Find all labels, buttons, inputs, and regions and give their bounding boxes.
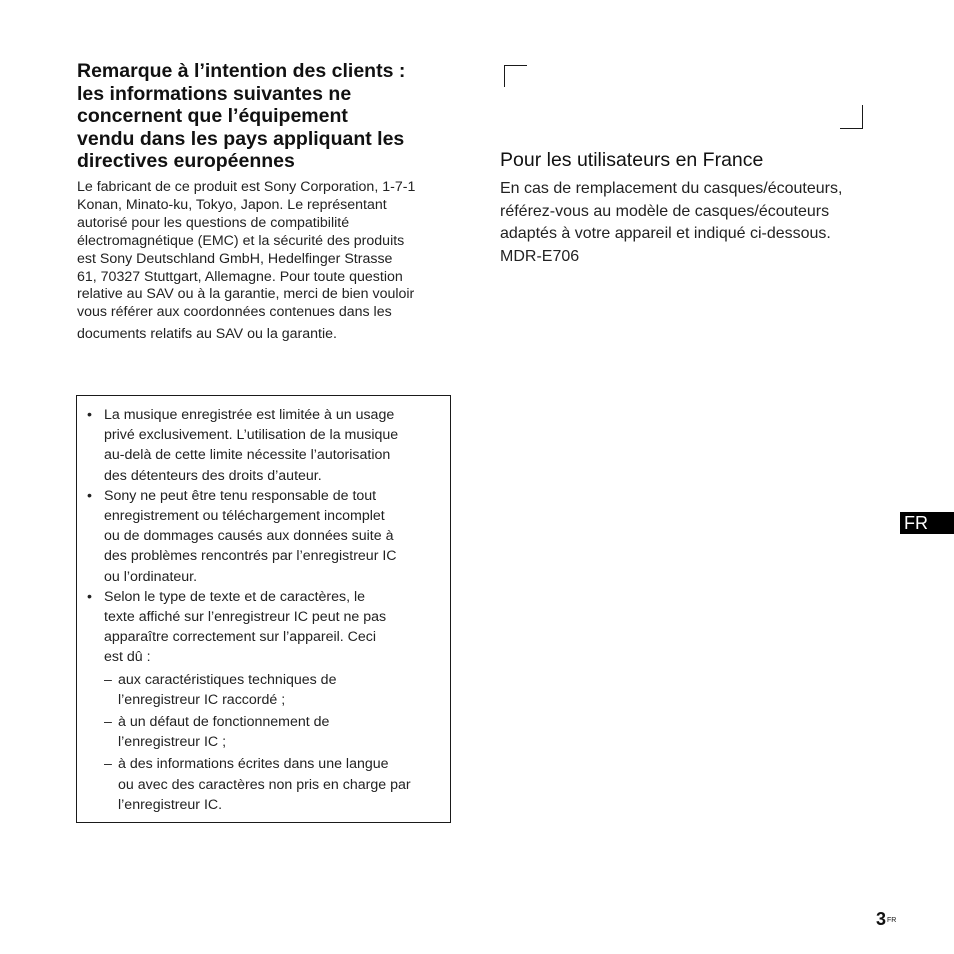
- bullet-line: texte affiché sur l’enregistreur IC peut ne pas: [104, 609, 387, 626]
- sub-item-line: aux caractéristiques techniques de: [118, 671, 337, 688]
- sub-item-line: à des informations écrites dans une langue: [118, 756, 389, 773]
- bullet-icon: •: [87, 407, 92, 423]
- dash-icon: –: [104, 714, 112, 731]
- paragraph-line: électromagnétique (EMC) et la sécurité des produits: [77, 232, 405, 249]
- bullet-line: enregistrement ou téléchargement incomplet: [104, 508, 385, 525]
- dash-icon: –: [104, 756, 112, 773]
- page-number: [876, 908, 896, 930]
- sub-item-line: à un défaut de fonctionnement de: [118, 714, 330, 731]
- bullet-line: des problèmes rencontrés par l’enregistreur IC: [104, 548, 397, 565]
- sub-item-line: ou avec des caractères non pris en charge par: [118, 776, 411, 793]
- heading-line: vendu dans les pays appliquant les: [77, 127, 405, 150]
- section-heading: [77, 60, 457, 173]
- page-number-suffix: FR: [887, 917, 897, 924]
- bullet-line: des détenteurs des droits d’auteur.: [104, 467, 322, 484]
- notice-sub-item: [87, 754, 442, 815]
- notice-sub-item: [87, 712, 442, 752]
- heading-line: concernent que l’équipement: [77, 105, 348, 128]
- paragraph-line: vous référer aux coordonnées contenues dans les: [77, 304, 392, 321]
- crop-mark-bottom-right-horizontal: [840, 128, 863, 129]
- paragraph-line: autorisé pour les questions de compatibilité: [77, 214, 350, 231]
- paragraph-line: relative au SAV ou à la garantie, merci de bien vouloir: [77, 286, 415, 303]
- bullet-icon: •: [87, 487, 92, 504]
- bullet-line: privé exclusivement. L’utilisation de la musique: [104, 427, 399, 444]
- paragraph-line: documents relatifs au SAV ou la garantie.: [77, 326, 337, 343]
- language-tab: FR: [900, 512, 954, 534]
- paragraph-line: Konan, Minato-ku, Tokyo, Japon. Le représentant: [77, 196, 387, 213]
- paragraph-line: référez-vous au modèle de casques/écouteurs: [500, 202, 830, 220]
- sub-item-line: l’enregistreur IC ;: [118, 734, 227, 751]
- bullet-line: au-delà de cette limite nécessite l’autorisation: [104, 447, 391, 464]
- page-number-value: 3: [876, 909, 887, 929]
- manufacturer-paragraph: [77, 179, 457, 344]
- notice-bullet: [87, 405, 442, 486]
- paragraph-line: Le fabricant de ce produit est Sony Corporation, 1-7-1: [77, 179, 416, 195]
- heading-line: Remarque à l’intention des clients :: [77, 60, 406, 82]
- france-section-title: Pour les utilisateurs en France: [500, 149, 764, 171]
- heading-line: directives européennes: [77, 150, 295, 173]
- bullet-line: Selon le type de texte et de caractères, le: [104, 588, 366, 605]
- heading-line: les informations suivantes ne: [77, 82, 352, 105]
- notice-sub-item: [87, 670, 442, 710]
- paragraph-line: adaptés à votre appareil et indiqué ci-dessous.: [500, 225, 831, 242]
- bullet-line: ou l’ordinateur.: [104, 568, 198, 585]
- notice-bullet: [87, 486, 442, 587]
- france-section-paragraph: [500, 178, 900, 268]
- model-number: MDR-E706: [500, 247, 580, 265]
- paragraph-line: est Sony Deutschland GmbH, Hedelfinger Strasse: [77, 250, 393, 267]
- bullet-line: La musique enregistrée est limitée à un usage: [104, 407, 395, 423]
- bullet-icon: •: [87, 588, 92, 605]
- bullet-line: apparaître correctement sur l’appareil. Ceci: [104, 629, 377, 646]
- sub-item-line: l’enregistreur IC raccordé ;: [118, 691, 286, 708]
- sub-item-line: l’enregistreur IC.: [118, 796, 223, 813]
- dash-icon: –: [104, 671, 112, 688]
- bullet-line: est dû :: [104, 649, 151, 666]
- notice-box: [76, 395, 451, 823]
- paragraph-line: 61, 70327 Stuttgart, Allemagne. Pour toute question: [77, 268, 403, 285]
- crop-mark-top-left-vertical: [504, 65, 505, 87]
- paragraph-line: En cas de remplacement du casques/écouteurs,: [500, 180, 843, 197]
- crop-mark-bottom-right-vertical: [862, 105, 863, 129]
- bullet-line: ou de dommages causés aux données suite à: [104, 528, 394, 545]
- bullet-line: Sony ne peut être tenu responsable de tout: [104, 487, 377, 504]
- notice-bullet: [87, 587, 442, 668]
- crop-mark-top-left-horizontal: [504, 65, 527, 66]
